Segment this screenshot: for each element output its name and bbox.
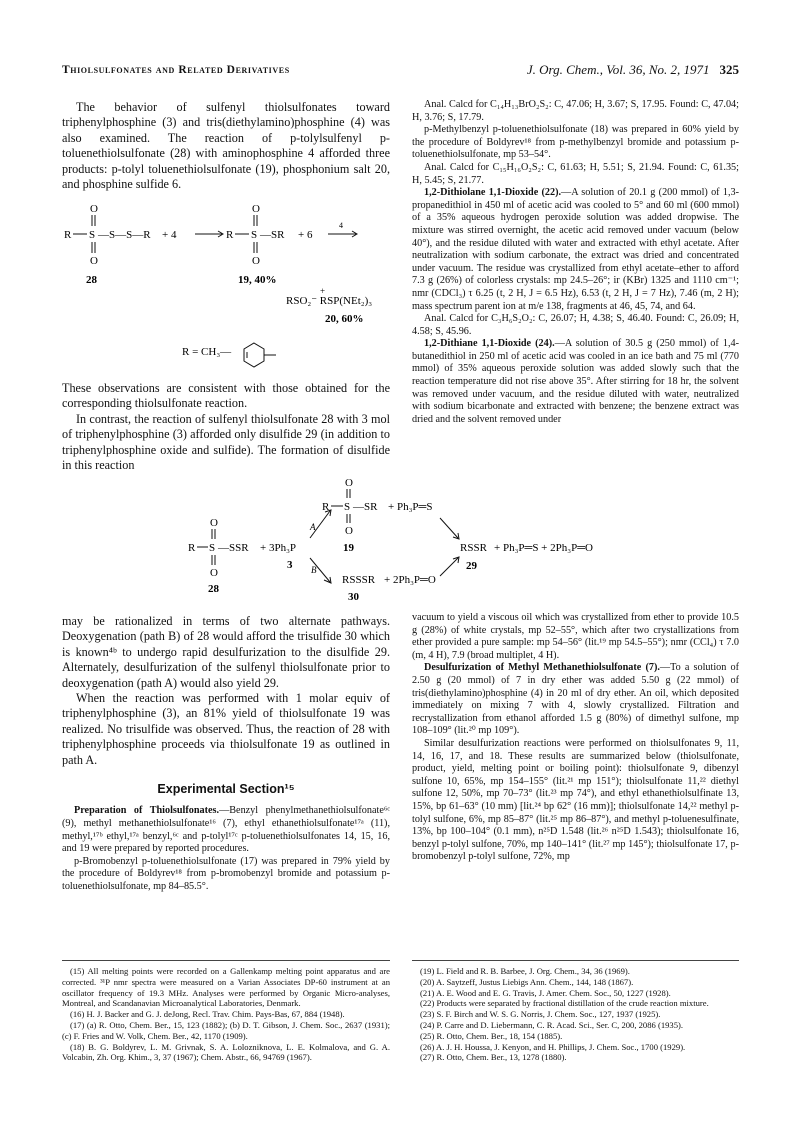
- paragraph: The behavior of sulfenyl thiolsulfonates toward triphenylphosphine (3) and tris(diethylamino)phosphine (4) was also examined. The reaction of p-tolylsulfenyl p-toluenethiolsulfonate (28) with aminophosphine 4 afforded three products: p-tolyl toluenethiolsulfonate (19), phosphonium salt 20, and phosphine sulfide 6.: [62, 100, 390, 192]
- plus-triphenylphosphine: + 3Ph₃P: [260, 542, 297, 554]
- body-desulfurization: —To a solution of 2.50 g (20 mmol) of 7 in dry ether was added 5.50 g (22 mmol) of tris(diethylamino)phosphine (4) in 20 ml of dry ether. An oil, which deposited immediately on mixing 7 with 4, slowly crystallized. Filtration and recrystallization from ethanol afforded 1.5 g (80%) of dimethyl sulfone, mp 108–109° (lit.²⁰ mp 109°).: [412, 662, 739, 737]
- product-label-29: 29: [466, 560, 477, 572]
- running-header: [62, 62, 739, 82]
- triphenylphosphine-sulfide: + Ph₃P═S: [388, 501, 433, 513]
- phosphonium-salt: RSO₂⁻ RSP(NEt₂)₃: [286, 295, 373, 307]
- heading-22: 1,2-Dithiolane 1,1-Dioxide (22).: [424, 187, 562, 199]
- footnote: (25) R. Otto, Chem. Ber., 18, 154 (1885).: [420, 1030, 563, 1041]
- atom-o: O: [90, 203, 98, 215]
- left-column-bottom: [62, 614, 390, 894]
- body-24: —A solution of 30.5 g (250 mmol) of 1,4-butanedithiol in 250 ml of acetic acid was cooled in an ice bath and 75 ml (770 mmol) of 35% aqueous peroxide solution was added slowly such that the reaction temperature did not rise above 35°. After stirring for 18 hr, the solvent was removed under vacuum, and the residue diluted with water, neutralized with sodium bicarbonate and extracted with benzene; the benzene extract was dried and the solvent removed under: [412, 338, 739, 425]
- paragraph: These observations are consistent with those obtained for the corresponding thiolsulfonate reaction.: [62, 381, 390, 411]
- atom-s: S: [251, 229, 258, 241]
- paragraph-18: p-Methylbenzyl p-toluenethiolsulfonate (18) was prepared in 60% yield by the procedure of Boldyrev¹⁸ from p-methylbenzyl bromide and potassium p-toluenethiolsulfonate, mp 53–54°.: [412, 124, 739, 161]
- arrow-to-29-upper: [440, 518, 458, 538]
- analysis-17: Anal. Calcd for C₁₄H₁₃BrO₂S₂: C, 47.06; H, 3.67; S, 17.95. Found: C, 47.04; H, 3.76; S, 17.79.: [412, 99, 739, 123]
- product-label-19: 19, 40%: [238, 274, 277, 286]
- paragraph-17: p-Bromobenzyl p-toluenethiolsulfonate (17) was prepared in 79% yield by the procedure of Boldyrev¹⁸ from p-bromobenzyl bromide and potassium p-toluenethiolsulfonate, mp 84–85.5°.: [62, 855, 390, 893]
- trisulfide-30: RSSSR: [342, 574, 376, 586]
- heading-desulfurization: Desulfurization of Methyl Methanethiolsulfonate (7).: [424, 662, 660, 674]
- atom-r: R: [322, 501, 330, 513]
- product-label-20: 20, 60%: [325, 313, 364, 325]
- atom-s: S: [89, 229, 96, 241]
- chain-sr: —SR: [353, 501, 378, 513]
- paragraph: In contrast, the reaction of sulfenyl thiolsulfonate 28 with 3 mol of triphenylphosphine (3) afforded only disulfide 29 (in addition to triphenylphosphine oxide and sulfide). The formation of disulfide in this reaction: [62, 411, 390, 473]
- reaction-scheme-2: [180, 478, 740, 606]
- atom-o: O: [252, 255, 260, 267]
- footnote: (26) A. J. H. Houssa, J. Kenyon, and H. Phillips, J. Chem. Soc., 1700 (1929).: [420, 1041, 686, 1052]
- atom-o: O: [90, 255, 98, 267]
- atom-s: S: [344, 501, 351, 513]
- footnote: (21) A. E. Wood and E. G. Travis, J. Amer. Chem. Soc., 50, 1227 (1928).: [420, 987, 671, 998]
- right-column-bottom: [412, 612, 739, 864]
- footnote: (24) P. Carre and D. Liebermann, C. R. Acad. Sci., Ser. C, 200, 2086 (1935).: [420, 1019, 684, 1030]
- footnote: (19) L. Field and R. B. Barbee, J. Org. Chem., 34, 36 (1969).: [420, 966, 630, 976]
- footnote: (17) (a) R. Otto, Chem. Ber., 15, 123 (1882); (b) D. T. Gibson, J. Chem. Soc., 2637 (1931); (c) F. Fries and W. Volk, Chem. Ber., 42, 1170 (1909).: [62, 1019, 390, 1041]
- footnote: (18) B. G. Boldyrev, L. M. Grivnak, S. A. Lolozniknova, L. E. Kolmalova, and G. A. Volcabin, Zh. Org. Khim., 3, 37 (1967); Chem. Abstr., 66, 94769 (1967).: [62, 1041, 390, 1063]
- left-column-mid: [62, 381, 390, 473]
- body-preparation: —Benzyl phenylmethanethiolsulfonate⁶ᶜ (9), methyl methanethiolsulfonate¹⁶ (7), ethyl ethanethiolsulfonate¹⁷ᵃ (11), methyl,¹⁷ᵇ ethyl,¹⁷ᵃ benzyl,⁶ᶜ and p-tolyl¹⁷ᶜ p-toluenethiolsulfonates 14, 15, 16, and 19 were prepared by reported procedures.: [62, 805, 390, 855]
- paragraph: When the reaction was performed with 1 molar equiv of triphenylphosphine (3), an 81% yield of thiolsulfonate 19 was realized. No trisulfide was observed. Thus, the reaction of 28 with triphenylphosphine proceeds via thiolsulfonate 19 as outlined in path A.: [62, 691, 390, 767]
- path-b-label: B: [311, 565, 317, 575]
- right-column-top: [412, 99, 739, 426]
- paragraph-24-cont: vacuum to yield a viscous oil which was crystallized from ether to provide 10.5 g (28%) of white crystals, mp 52–55°, which after two crystallizations from ether provided a pure sample: mp 54–56° (lit.¹⁹ mp 54.5–55°); nmr (CCl₄) τ 7.0 (m, 4 H), 7.9 (broad multiplet, 4 H).: [412, 612, 739, 661]
- disulfide-byproducts: + Ph₃P═S + 2Ph₃P═O: [494, 542, 593, 554]
- atom-s: S: [209, 542, 216, 554]
- plus-product-6: + 6: [298, 229, 313, 241]
- paragraph-24: [412, 338, 739, 426]
- footnote: (23) S. F. Birch and W. S. G. Norris, J. Chem. Soc., 127, 1937 (1925).: [420, 1009, 661, 1020]
- atom-r: R: [64, 229, 72, 241]
- footnote: (27) R. Otto, Chem. Ber., 13, 1278 (1880).: [420, 1052, 567, 1063]
- atom-o: O: [345, 478, 353, 489]
- arrow-to-29-lower: [440, 558, 458, 576]
- journal-citation: [527, 62, 739, 78]
- paragraph-22: [412, 187, 739, 313]
- analysis-18: Anal. Calcd for C₁₅H₁₆O₂S₂: C, 61.63; H, 5.51; S, 21.94. Found: C, 61.35; H, 5.45; S, 21.77.: [412, 161, 739, 186]
- footnote-rule-left: [62, 960, 390, 961]
- chain-ssr: —SSR: [218, 542, 249, 554]
- left-column-top: [62, 100, 390, 192]
- plus-reagent-4: + 4: [162, 229, 177, 241]
- product-label-19: 19: [343, 542, 354, 554]
- compound-label-28: 28: [86, 274, 97, 286]
- atom-o: O: [345, 525, 353, 537]
- chain-ssr: —S—S—R: [98, 229, 151, 241]
- path-a-label: A: [310, 522, 316, 532]
- journal-name: J. Org. Chem., Vol. 36, No. 2, 1971: [526, 62, 710, 77]
- section-heading: Experimental Section¹⁵: [157, 782, 295, 797]
- analysis-22: Anal. Calcd for C₃H₆S₂O₂: C, 26.07; H, 4.38; S, 46.40. Found: C, 26.09; H, 4.58; S, 45.96.: [412, 313, 739, 337]
- atom-o: O: [210, 517, 218, 529]
- paragraph-similar: Similar desulfurization reactions were performed on thiolsulfonates 9, 11, 14, 16, 17, and 18. These results are summarized below (thiolsulfonate, product, yield, melting point or boiling point): thiolsulfonate 9, dibenzyl sulfone 10, 65%, mp 154–155° (lit.²¹ mp 151°); thiolsulfonate 11,²² diethyl sulfone 12, 50%, mp 70–73° (lit.²³ mp 74°), and ethyl ethanethiolsulfinate 13, 15%, bp 61–63° (10 mm) [lit.²⁴ bp 62° (16 mm)]; thiolsulfonate 14,²² methyl p-tolyl sulfone, 6%, mp 85–87° (lit.²⁵ mp 86–87°), and methyl p-toluenesulfinate, 13%, bp 100–104° (0.1 mm), n²⁵D 1.548 (lit.²⁶ n²⁵D 1.543); thiolsulfonate 16, benzyl p-tolyl sulfone, 70%, mp 140–141° (lit.²⁷ mp 145°); thiolsulfonate 17, p-bromobenzyl p-tolyl sulfone, 72%, mp: [412, 737, 739, 863]
- atom-o: O: [252, 203, 260, 215]
- atom-r: R: [226, 229, 234, 241]
- atom-r: R: [188, 542, 196, 554]
- heading-preparation: Preparation of Thiolsulfonates.: [74, 805, 220, 817]
- reaction-scheme-1: [62, 198, 392, 378]
- disulfide-29: RSSR: [460, 542, 487, 554]
- footnote: (15) All melting points were recorded on a Gallenkamp melting point apparatus and are corrected. ³¹P nmr spectra were measured on a Varian Associates DP-60 instrument at an oscillator frequency of 19.3 MHz. Analyses were performed by Organic Micro-analyses, Montreal, and Scandanavian Microanalytical Laboratories, Denmark.: [62, 966, 390, 1009]
- r-group-definition: R = CH₃—: [182, 346, 232, 358]
- paragraph-desulfurization: [412, 662, 739, 738]
- trisulfide-byproducts: + 2Ph₃P═O: [384, 574, 436, 586]
- footnote: (16) H. J. Backer and G. J. deJong, Recl. Trav. Chim. Pays-Bas, 67, 884 (1948).: [70, 1009, 345, 1020]
- product-label-30: 30: [348, 591, 359, 603]
- body-22: —A solution of 20.1 g (200 mmol) of 1,3-propanedithiol in 450 ml of acetic acid was cooled to 5° and 60 ml (600 mmol) of a 35% aqueous hydrogen peroxide solution was added dropwise. The mixture was stirred overnight, the acetic acid removed under vacuum (below 40°), and the residue diluted with water and extracted with ethyl acetate. After neutralization with sodium carbonate, the extract was dried and concentrated under vacuum. The residue was crystallized from ethyl acetate–ether to afford 7.3 g (26%) of colorless crystals: mp 24.5–26°; ir (KBr) 1325 and 1110 cm⁻¹; nmr (CDCl₃) τ 6.25 (t, 2 H, J = 6.5 Hz), 6.53 (t, 2 H, J = 7 Hz), 7.46 (m, 2 H); mass spectrum parent ion at m/e 138, fragments at 46, 45, 74, and 64.: [412, 187, 739, 312]
- heading-24: 1,2-Dithiane 1,1-Dioxide (24).: [424, 338, 555, 350]
- arrow-reagent-label: 4: [339, 221, 343, 230]
- reagent-label-3: 3: [287, 559, 293, 571]
- footnote: (20) A. Saytzeff, Justus Liebigs Ann. Chem., 144, 148 (1867).: [420, 976, 634, 987]
- salt-plus-charge: +: [320, 286, 326, 296]
- running-title: Thiolsulfonates and Related Derivatives: [62, 64, 290, 76]
- compound-label-28: 28: [208, 583, 219, 595]
- footnotes-left: [62, 966, 390, 1063]
- footnote-rule-right: [412, 960, 739, 961]
- atom-o: O: [210, 567, 218, 579]
- paragraph: may be rationalized in terms of two alternate pathways. Deoxygenation (path B) of 28 would afford the trisulfide 30 which is known⁴ᵇ to undergo rapid desulfurization to the disulfide 29. Alternately, desulfurization of the sulfenyl thiolsulfonate prior to deoxygenation (path A) would also yield 29.: [62, 614, 390, 690]
- footnotes-right: [412, 966, 739, 1063]
- page-number: 325: [719, 62, 739, 77]
- footnote: (22) Products were separated by fractional distillation of the crude reaction mixture.: [420, 998, 709, 1009]
- paragraph-preparation: [62, 805, 390, 855]
- chain-sr: —SR: [260, 229, 285, 241]
